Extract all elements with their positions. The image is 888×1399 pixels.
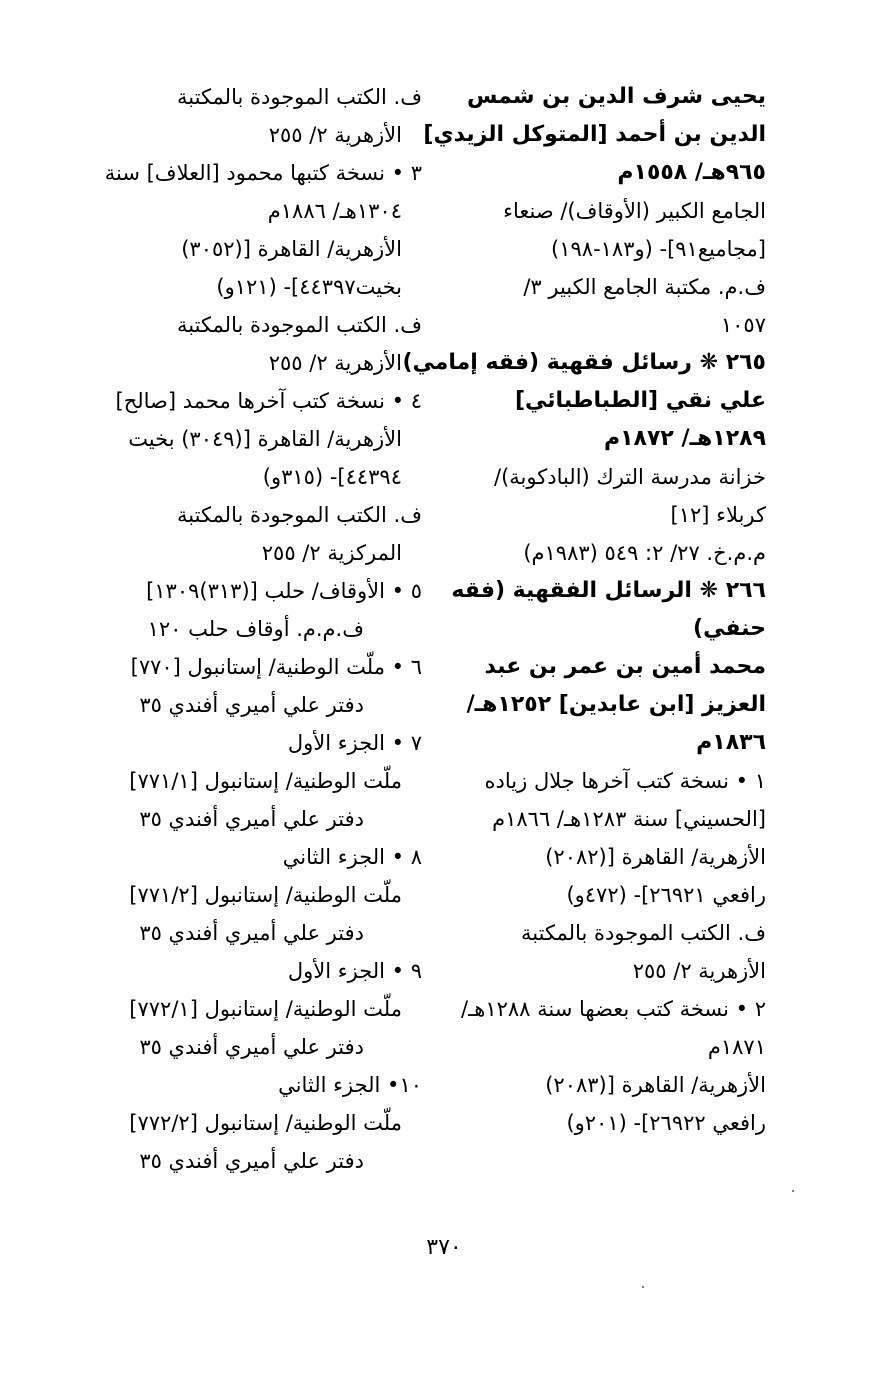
scan-speck xyxy=(642,1286,644,1288)
text-line: ف. الكتب الموجودة بالمكتبة xyxy=(521,921,766,945)
text-line: ٨ • الجزء الثاني xyxy=(282,845,422,869)
text-line: ٢ • نسخة كتب بعضها سنة ١٢٨٨هـ/ xyxy=(461,997,766,1021)
text-line: ١٨٧١م xyxy=(707,1035,766,1059)
text-line: الجامع الكبير (الأوقاف)/ صنعاء xyxy=(503,199,766,223)
text-line: ملّت الوطنية/ إستانبول [٧٧٢/١] xyxy=(129,997,402,1021)
text-line: العزيز [ابن عابدين] ١٢٥٢هـ/ xyxy=(466,692,766,717)
text-line: ملّت الوطنية/ إستانبول [٧٧١/١] xyxy=(129,769,402,793)
text-line: ٢٦٦ ❋ الرسائل الفقهية (فقه xyxy=(451,578,766,603)
left-column xyxy=(82,78,422,1180)
text-line: ٤٤٣٩٤]- (٣١٥و) xyxy=(262,465,402,489)
text-line: الأزهرية ٢/ ٢٥٥ xyxy=(268,351,402,375)
scan-speck xyxy=(792,1190,794,1192)
text-line: ف.م.م. أوقاف حلب ١٢٠ xyxy=(147,617,364,641)
text-line: ٣ • نسخة كتبها محمود [العلاف] سنة xyxy=(104,161,422,185)
right-column xyxy=(402,78,766,1142)
text-line: ٢٦٥ ❋ رسائل فقهية (فقه إمامي) xyxy=(402,350,766,375)
text-line: ف.م. مكتبة الجامع الكبير ٣/ xyxy=(523,275,766,299)
text-line: ١ • نسخة كتب آخرها جلال زياده xyxy=(484,769,766,793)
text-line: رافعي ٢٦٩٢١]- (٤٧٢و) xyxy=(566,883,766,907)
text-line: بخيت٤٤٣٩٧]- (١٢١و) xyxy=(216,275,402,299)
text-line: [مجاميع٩١]- (و١٨٣-١٩٨) xyxy=(551,237,766,261)
text-line: محمد أمين بن عمر بن عبد xyxy=(484,654,766,679)
text-line: الأزهرية/ القاهرة [(٣٠٤٩) بخيت xyxy=(128,427,402,451)
page-number: ٣٧٠ xyxy=(426,1235,462,1260)
text-line: ف. الكتب الموجودة بالمكتبة xyxy=(177,313,422,337)
text-line: ٤ • نسخة كتب آخرها محمد [صالح] xyxy=(115,389,422,413)
text-line: ١٠٥٧ xyxy=(720,313,766,337)
text-line: دفتر علي أميري أفندي ٣٥ xyxy=(139,807,364,831)
text-line: الأزهرية ٢/ ٢٥٥ xyxy=(268,123,402,147)
text-line: ملّت الوطنية/ إستانبول [٧٧١/٢] xyxy=(129,883,402,907)
text-line: يحيى شرف الدين بن شمس xyxy=(467,84,766,109)
text-line: خزانة مدرسة الترك (البادكوبة)/ xyxy=(494,465,766,489)
text-line: حنفي) xyxy=(693,616,766,641)
text-line: ١٨٣٦م xyxy=(696,730,766,755)
text-line: الأزهرية/ القاهرة [(٣٠٥٢) xyxy=(181,237,402,261)
text-line: [الحسيني] سنة ١٢٨٣هـ/ ١٨٦٦م xyxy=(492,807,766,831)
text-line: الأزهرية/ القاهرة [(٢٠٨٣) xyxy=(545,1073,766,1097)
text-line: الأزهرية/ القاهرة [(٢٠٨٢) xyxy=(545,845,766,869)
text-line: ٧ • الجزء الأول xyxy=(287,731,422,755)
text-line: ١٢٨٩هـ/ ١٨٧٢م xyxy=(603,426,766,451)
text-line: علي نقي [الطباطبائي] xyxy=(514,388,766,413)
text-line: م.م.خ. ٢٧/ ٢: ٥٤٩ (١٩٨٣م) xyxy=(523,541,766,565)
text-line: ف. الكتب الموجودة بالمكتبة xyxy=(177,85,422,109)
text-line: دفتر علي أميري أفندي ٣٥ xyxy=(139,693,364,717)
text-line: الأزهرية ٢/ ٢٥٥ xyxy=(632,959,766,983)
text-line: رافعي ٢٦٩٢٢]- (٢٠١و) xyxy=(566,1111,766,1135)
text-line: ١٣٠٤هـ/ ١٨٨٦م xyxy=(267,199,402,223)
text-line: الدين بن أحمد [المتوكل الزيدي] xyxy=(423,122,766,147)
text-line: ملّت الوطنية/ إستانبول [٧٧٢/٢] xyxy=(129,1111,402,1135)
text-line: المركزية ٢/ ٢٥٥ xyxy=(261,541,402,565)
text-line: دفتر علي أميري أفندي ٣٥ xyxy=(139,921,364,945)
text-line: ٥ • الأوقاف/ حلب [(٣١٣)١٣٠٩] xyxy=(146,579,422,603)
text-line: ٦ • ملّت الوطنية/ إستانبول [٧٧٠] xyxy=(130,655,422,679)
text-line: ١٠• الجزء الثاني xyxy=(278,1073,422,1097)
text-line: كربلاء [١٢] xyxy=(670,503,766,527)
text-line: ٩٦٥هـ/ ١٥٥٨م xyxy=(617,160,766,185)
text-line: دفتر علي أميري أفندي ٣٥ xyxy=(139,1149,364,1173)
text-line: دفتر علي أميري أفندي ٣٥ xyxy=(139,1035,364,1059)
text-line: ٩ • الجزء الأول xyxy=(287,959,422,983)
text-line: ف. الكتب الموجودة بالمكتبة xyxy=(177,503,422,527)
